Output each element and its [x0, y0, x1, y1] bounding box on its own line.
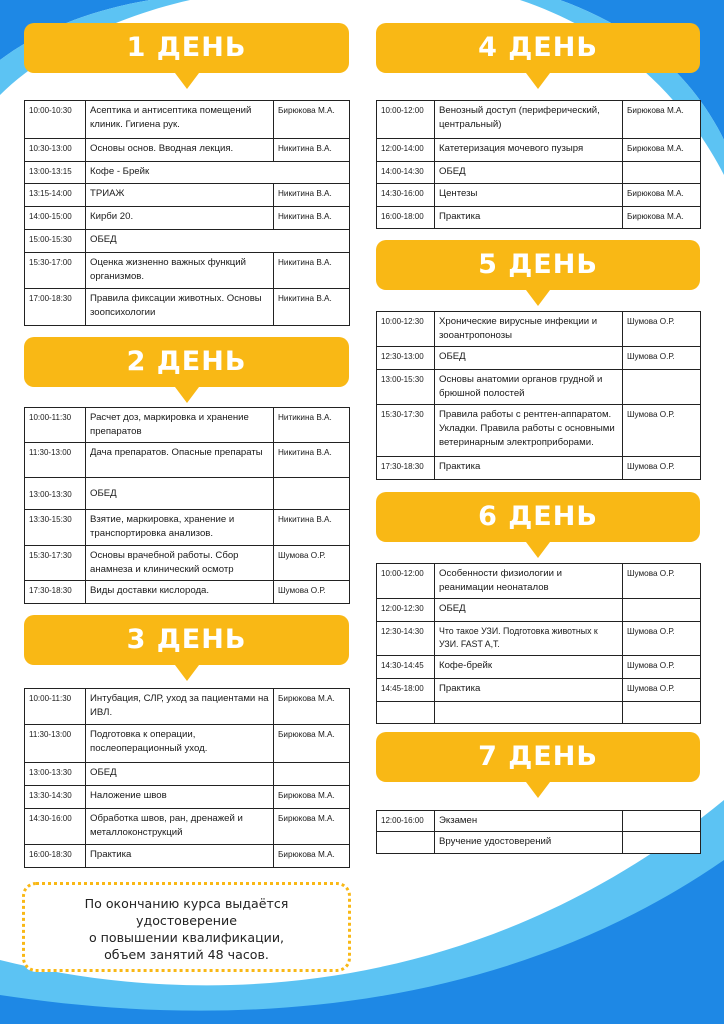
day-2-schedule-table	[24, 407, 350, 604]
table-row	[25, 689, 350, 725]
time-cell: 11:30-13:00	[25, 443, 86, 478]
topic-cell: Наложение швов	[86, 786, 274, 809]
topic-cell: Венозный доступ (периферический, центральный)	[435, 101, 623, 139]
table-row	[377, 405, 701, 457]
day-4-schedule-table	[376, 100, 701, 229]
topic-cell: ОБЕД	[86, 478, 274, 510]
lecturer-cell: Никитина В.А.	[274, 289, 350, 326]
table-row	[25, 725, 350, 763]
time-cell: 17:30-18:30	[25, 581, 86, 604]
lecturer-cell: Шумова О.Р.	[274, 581, 350, 604]
time-cell: 10:00-10:30	[25, 101, 86, 139]
table-row	[25, 408, 350, 443]
topic-cell: ТРИАЖ	[86, 184, 274, 207]
topic-cell: Особенности физиологии и реанимации неонаталов	[435, 564, 623, 599]
table-row	[377, 207, 701, 229]
day-title: 3 ДЕНЬ	[24, 615, 349, 665]
table-row	[25, 809, 350, 845]
topic-cell: Основы основ. Вводная лекция.	[86, 139, 274, 162]
table-row	[377, 347, 701, 370]
topic-cell: Катетеризация мочевого пузыря	[435, 139, 623, 162]
table-row	[25, 207, 350, 230]
lecturer-cell: Никитина В.А.	[274, 510, 350, 546]
topic-cell: Центезы	[435, 184, 623, 207]
topic-cell: Дача препаратов. Опасные препараты	[86, 443, 274, 478]
lecturer-cell: Бирюкова М.А.	[623, 139, 701, 162]
topic-cell: Кирби 20.	[86, 207, 274, 230]
time-cell: 16:00-18:00	[377, 207, 435, 229]
day-6-schedule-table	[376, 563, 701, 724]
topic-cell: Правила фиксации животных. Основы зоопсихологии	[86, 289, 274, 326]
table-row	[25, 546, 350, 581]
table-row	[25, 230, 350, 253]
day-6-header	[376, 492, 700, 542]
topic-cell: Правила работы с рентген-аппаратом. Укладки. Правила работы с основными ветеринарным электроприборами.	[435, 405, 623, 457]
lecturer-cell: Шумова О.Р.	[623, 312, 701, 347]
day-1-schedule-table	[24, 100, 350, 326]
time-cell: 13:00-13:15	[25, 162, 86, 184]
time-cell: 17:00-18:30	[25, 289, 86, 326]
time-cell: 12:00-16:00	[377, 811, 435, 832]
note-line: По окончанию курса выдаётся	[84, 896, 289, 911]
time-cell: 14:00-14:30	[377, 162, 435, 184]
day-title: 5 ДЕНЬ	[376, 240, 700, 290]
topic-cell: Расчет доз, маркировка и хранение препаратов	[86, 408, 274, 443]
table-row	[377, 370, 701, 405]
day-3-schedule-table	[24, 688, 350, 868]
lecturer-cell: Шумова О.Р.	[623, 622, 701, 656]
table-row	[377, 656, 701, 679]
day-5-header	[376, 240, 700, 290]
lecturer-cell: Шумова О.Р.	[623, 656, 701, 679]
day-title: 2 ДЕНЬ	[24, 337, 349, 387]
topic-cell: Что такое УЗИ. Подготовка животных к УЗИ. FAST A,T.	[435, 622, 623, 656]
lecturer-cell	[623, 832, 701, 854]
time-cell: 15:00-15:30	[25, 230, 86, 253]
time-cell: 10:00-12:30	[377, 312, 435, 347]
time-cell: 10:00-11:30	[25, 689, 86, 725]
lecturer-cell: Шумова О.Р.	[623, 405, 701, 457]
table-row	[377, 139, 701, 162]
time-cell: 15:30-17:30	[377, 405, 435, 457]
lecturer-cell	[623, 162, 701, 184]
topic-cell: Основы анатомии органов грудной и брюшной полостей	[435, 370, 623, 405]
topic-cell: Практика	[435, 457, 623, 480]
time-cell: 13:00-13:30	[25, 478, 86, 510]
time-cell: 17:30-18:30	[377, 457, 435, 480]
topic-cell: Обработка швов, ран, дренажей и металлоконструкций	[86, 809, 274, 845]
table-row	[25, 478, 350, 510]
table-row	[25, 101, 350, 139]
topic-cell: Виды доставки кислорода.	[86, 581, 274, 604]
time-cell: 11:30-13:00	[25, 725, 86, 763]
topic-cell: Интубация, СЛР, уход за пациентами на ИВЛ.	[86, 689, 274, 725]
table-row	[377, 162, 701, 184]
table-row	[25, 510, 350, 546]
table-row	[377, 679, 701, 702]
topic-cell: Кофе - Брейк	[86, 162, 350, 184]
lecturer-cell: Бирюкова М.А.	[274, 786, 350, 809]
topic-cell: Хронические вирусные инфекции и зооантропонозы	[435, 312, 623, 347]
time-cell: 10:00-12:00	[377, 101, 435, 139]
day-title: 4 ДЕНЬ	[376, 23, 700, 73]
day-7-header	[376, 732, 700, 782]
time-cell: 10:00-11:30	[25, 408, 86, 443]
time-cell: 15:30-17:30	[25, 546, 86, 581]
day-title: 1 ДЕНЬ	[24, 23, 349, 73]
table-row	[25, 289, 350, 326]
table-row	[377, 184, 701, 207]
topic-cell: Взятие, маркировка, хранение и транспортировка анализов.	[86, 510, 274, 546]
lecturer-cell	[274, 478, 350, 510]
time-cell: 13:15-14:00	[25, 184, 86, 207]
lecturer-cell: Шумова О.Р.	[623, 564, 701, 599]
day-title: 7 ДЕНЬ	[376, 732, 700, 782]
topic-cell: ОБЕД	[86, 763, 274, 786]
day-3-header	[24, 615, 349, 665]
topic-cell: Оценка жизненно важных функций организмов.	[86, 253, 274, 289]
topic-cell: Практика	[435, 679, 623, 702]
time-cell: 14:30-14:45	[377, 656, 435, 679]
time-cell: 15:30-17:00	[25, 253, 86, 289]
table-row	[377, 832, 701, 854]
lecturer-cell: Бирюкова М.А.	[274, 725, 350, 763]
lecturer-cell: Бирюкова М.А.	[274, 845, 350, 868]
lecturer-cell: Бирюкова М.А.	[274, 809, 350, 845]
topic-cell: Асептика и антисептика помещений клиник. Гигиена рук.	[86, 101, 274, 139]
lecturer-cell: Бирюкова М.А.	[623, 101, 701, 139]
lecturer-cell	[623, 370, 701, 405]
note-line: объем занятий 48 часов.	[104, 947, 269, 962]
time-cell: 13:30-14:30	[25, 786, 86, 809]
table-row	[25, 581, 350, 604]
lecturer-cell	[274, 763, 350, 786]
lecturer-cell: Никитина В.А.	[274, 443, 350, 478]
lecturer-cell	[623, 702, 701, 724]
topic-cell: ОБЕД	[435, 599, 623, 622]
lecturer-cell	[623, 811, 701, 832]
lecturer-cell: Бирюкова М.А.	[274, 689, 350, 725]
table-row	[377, 457, 701, 480]
time-cell	[377, 702, 435, 724]
time-cell: 13:00-15:30	[377, 370, 435, 405]
topic-cell	[435, 702, 623, 724]
topic-cell: Практика	[86, 845, 274, 868]
table-row	[377, 564, 701, 599]
table-row	[25, 443, 350, 478]
time-cell: 14:30-16:00	[25, 809, 86, 845]
day-2-header	[24, 337, 349, 387]
time-cell: 14:45-18:00	[377, 679, 435, 702]
topic-cell: ОБЕД	[86, 230, 350, 253]
topic-cell: Подготовка к операции, послеоперационный уход.	[86, 725, 274, 763]
day-1-header	[24, 23, 349, 73]
table-row	[25, 253, 350, 289]
topic-cell: ОБЕД	[435, 162, 623, 184]
table-row	[377, 702, 701, 724]
time-cell: 13:30-15:30	[25, 510, 86, 546]
note-line: о повышении квалификации,	[88, 930, 285, 945]
table-row	[25, 845, 350, 868]
table-row	[25, 139, 350, 162]
day-title: 6 ДЕНЬ	[376, 492, 700, 542]
day-5-schedule-table	[376, 311, 701, 480]
day-7-schedule-table	[376, 810, 701, 854]
day-4-header	[376, 23, 700, 73]
table-row	[25, 184, 350, 207]
table-row	[25, 786, 350, 809]
time-cell: 10:00-12:00	[377, 564, 435, 599]
time-cell	[377, 832, 435, 854]
table-row	[25, 162, 350, 184]
lecturer-cell: Никитина В.А.	[274, 207, 350, 230]
topic-cell: Кофе-брейк	[435, 656, 623, 679]
time-cell: 12:00-12:30	[377, 599, 435, 622]
table-row	[377, 599, 701, 622]
topic-cell: Вручение удостоверений	[435, 832, 623, 854]
time-cell: 10:30-13:00	[25, 139, 86, 162]
time-cell: 12:30-14:30	[377, 622, 435, 656]
lecturer-cell	[623, 599, 701, 622]
lecturer-cell: Шумова О.Р.	[623, 679, 701, 702]
lecturer-cell: Шумова О.Р.	[623, 347, 701, 370]
time-cell: 14:30-16:00	[377, 184, 435, 207]
topic-cell: ОБЕД	[435, 347, 623, 370]
lecturer-cell: Шумова О.Р.	[274, 546, 350, 581]
lecturer-cell: Нитикина В.А.	[274, 408, 350, 443]
topic-cell: Экзамен	[435, 811, 623, 832]
topic-cell: Практика	[435, 207, 623, 229]
lecturer-cell: Бирюкова М.А.	[623, 207, 701, 229]
table-row	[377, 622, 701, 656]
lecturer-cell: Никитина В.А.	[274, 253, 350, 289]
lecturer-cell: Бирюкова М.А.	[623, 184, 701, 207]
table-row	[25, 763, 350, 786]
time-cell: 12:00-14:00	[377, 139, 435, 162]
lecturer-cell: Никитина В.А.	[274, 184, 350, 207]
note-line: удостоверение	[136, 913, 237, 928]
time-cell: 16:00-18:30	[25, 845, 86, 868]
time-cell: 13:00-13:30	[25, 763, 86, 786]
lecturer-cell: Никитина В.А.	[274, 139, 350, 162]
time-cell: 14:00-15:00	[25, 207, 86, 230]
table-row	[377, 312, 701, 347]
course-completion-note	[22, 882, 351, 972]
topic-cell: Основы врачебной работы. Сбор анамнеза и клинический осмотр	[86, 546, 274, 581]
lecturer-cell: Бирюкова М.А.	[274, 101, 350, 139]
lecturer-cell: Шумова О.Р.	[623, 457, 701, 480]
table-row	[377, 811, 701, 832]
time-cell: 12:30-13:00	[377, 347, 435, 370]
table-row	[377, 101, 701, 139]
